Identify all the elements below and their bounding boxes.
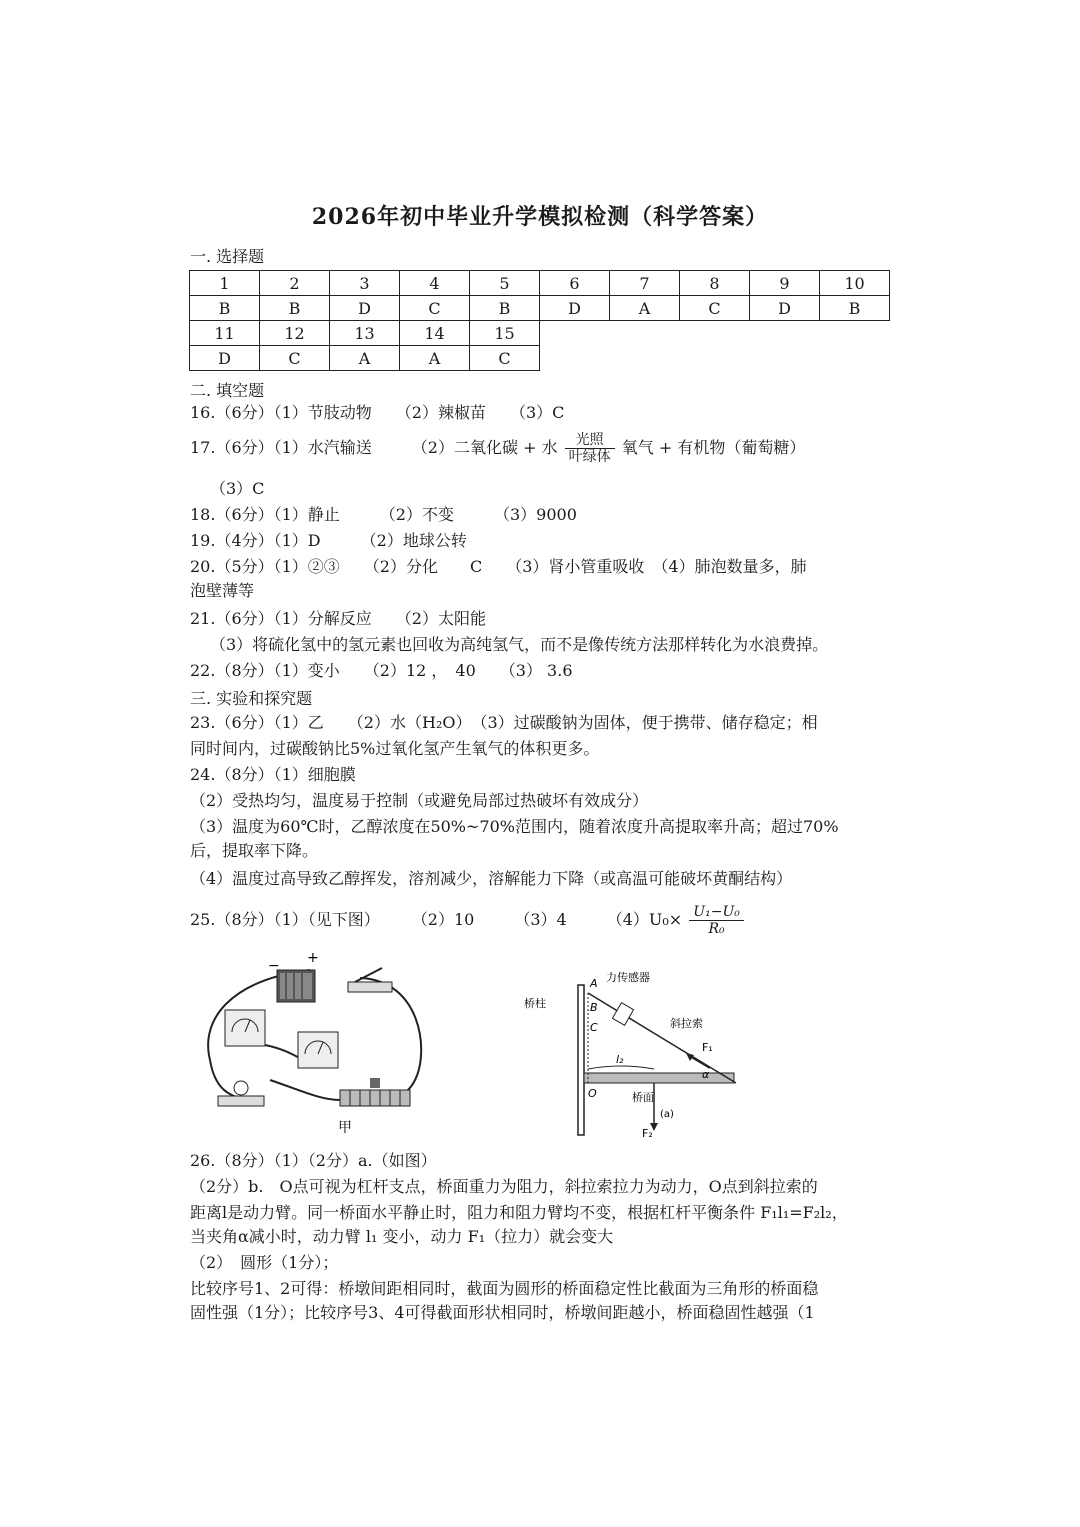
bridge-lever-diagram [520,965,760,1145]
table-cell: A [400,346,470,371]
table-cell: 10 [820,271,890,296]
answer-20: 20.（5分）（1）②③ （2）分化 C （3）肾小管重吸收 （4）肺泡数量多，肺 [190,557,807,576]
table-cell: 3 [330,271,400,296]
table-cell: D [330,296,400,321]
f2-label: F₂ [642,1127,653,1140]
page-title: 2026年初中毕业升学模拟检测（科学答案） [311,204,769,230]
alpha-label: α [702,1068,710,1081]
table-cell: 15 [470,321,540,346]
answer-17-part2: 氧气 + 有机物（葡萄糖） [621,438,806,457]
table-cell: 1 [190,271,260,296]
table-cell: C [470,346,540,371]
answer-26-2-cont1: 比较序号1、2可得：桥墩间距相同时，截面为圆形的桥面稳定性比截面为三角形的桥面稳 [190,1279,819,1298]
point-c-label: C [590,1021,598,1034]
table-cell: C [680,296,750,321]
answer-21-3: （3）将硫化氢中的氢元素也回收为高纯氢气，而不是像传统方法那样转化为水浪费掉。 [210,635,829,654]
battery-icon [277,970,315,1002]
answer-24-3: （3）温度为60℃时，乙醇浓度在50%~70%范围内，随着浓度升高提取率升高；超过70% [190,817,839,836]
table-cell: B [470,296,540,321]
table-cell: C [260,346,330,371]
table-cell: B [260,296,330,321]
reaction-condition [565,432,615,465]
answer-17-part1: 17.（6分）（1）水汽输送 （2）二氧化碳 + 水 [190,438,558,457]
answer-23: 23.（6分）（1）乙 （2）水（H₂O） （3）过碳酸钠为固体，便于携带、储存稳定；相 [190,713,818,732]
table-cell: 13 [330,321,400,346]
table-cell: 4 [400,271,470,296]
table-row [190,271,890,296]
table-cell: 2 [260,271,330,296]
rheostat-icon [340,1078,410,1106]
l2-label: l₂ [616,1053,624,1066]
pillar-label: 桥柱 [524,997,546,1010]
answer-24-4: （4）温度过高导致乙醇挥发，溶剂减少，溶解能力下降（或高温可能破坏黄酮结构） [190,869,793,888]
sub-label-a: (a) [660,1109,674,1120]
bulb-icon [218,1081,264,1106]
answer-24-3-cont: 后，提取率下降。 [190,841,319,860]
answer-16: 16.（6分）（1）节肢动物 （2）辣椒苗 （3）C [190,403,565,422]
answer-19: 19.（4分）（1）D （2）地球公转 [190,531,467,550]
table-cell: B [820,296,890,321]
table-cell: B [190,296,260,321]
point-a-label: A [590,977,598,990]
answer-23-cont: 同时间内，过碳酸钠比5%过氧化氢产生氧气的体积更多。 [190,739,600,758]
table-cell: 9 [750,271,820,296]
table-row [190,296,890,321]
cable-label: 斜拉索 [670,1017,703,1030]
table-cell: A [330,346,400,371]
force-sensor [612,1003,633,1026]
table-cell: 14 [400,321,470,346]
answer-26-2-cont2: 固性强（1分）；比较序号3、4可得截面形状相同时，桥墩间距越小，桥面稳固性越强（1 [190,1303,815,1322]
answer-24-2: （2）受热均匀，温度易于控制（或避免局部过热破坏有效成分） [190,791,649,810]
answer-18: 18.（6分）（1）静止 （2）不变 （3）9000 [190,505,577,524]
formula-denominator: R₀ [708,921,725,937]
bridge-pillar [578,985,584,1135]
answer-26-b-cont2: 当夹角α减小时，动力臂 l₁ 变小，动力 F₁（拉力）就会变大 [190,1227,614,1246]
table-cell: 12 [260,321,330,346]
answer-20-cont: 泡壁薄等 [190,581,255,600]
table-row [190,346,890,371]
answer-26-b-cont1: 距离l是动力臂。同一桥面水平静止时，阻力和阻力臂均不变，根据杠杆平衡条件 F₁l₁=F₂l₂， [190,1203,848,1222]
table-cell: 11 [190,321,260,346]
answer-22: 22.（8分）（1）变小 （2）12 ， 40 （3） 3.6 [190,661,573,680]
reaction-condition-top: 光照 [565,432,615,449]
answer-25 [190,904,746,937]
answer-21: 21.（6分）（1）分解反应 （2）太阳能 [190,609,486,628]
table-cell: 8 [680,271,750,296]
table-cell: D [190,346,260,371]
table-cell: C [400,296,470,321]
answer-26-2: （2） 圆形（1分）； [190,1253,339,1272]
answer-17-3: （3）C [210,479,265,498]
force-sensor-label: 力传感器 [606,971,650,984]
section-fill-heading: 二. 填空题 [190,381,265,400]
battery-minus-label: − [268,958,280,974]
table-cell: 5 [470,271,540,296]
answer-26-b: （2分）b. O点可视为杠杆支点，桥面重力为阻力，斜拉索拉力为动力，O点到斜拉索的 [190,1177,818,1196]
bridge-deck [584,1073,734,1083]
formula-numerator: U₁−U₀ [689,904,744,921]
cable-line [588,993,736,1083]
battery-plus-label: + [307,950,319,966]
answer-24: 24.（8分）（1）细胞膜 [190,765,356,784]
section-experiment-heading: 三. 实验和探究题 [190,689,313,708]
table-row [190,321,890,346]
section-choice-heading: 一. 选择题 [190,247,265,266]
voltmeter-icon [298,1032,338,1068]
answer-17 [190,432,805,465]
deck-label: 桥面 [632,1091,654,1104]
reaction-condition-bottom: 叶绿体 [568,449,611,465]
table-cell: A [610,296,680,321]
circuit-diagram [190,950,450,1140]
table-cell: 7 [610,271,680,296]
table-cell: 6 [540,271,610,296]
table-cell: D [750,296,820,321]
point-b-label: B [590,1001,598,1014]
formula-fraction [689,904,744,937]
figure-caption-jia: 甲 [338,1120,352,1136]
ammeter-icon [225,1010,265,1046]
table-cell: D [540,296,610,321]
f1-label: F₁ [702,1041,713,1054]
choice-answer-table [189,270,890,371]
answer-25-text: 25.（8分）（1）（见下图） （2）10 （3）4 （4）U₀× [190,910,683,929]
point-o-label: O [588,1087,597,1100]
answer-26: 26.（8分）（1）（2分）a.（如图） [190,1151,437,1170]
